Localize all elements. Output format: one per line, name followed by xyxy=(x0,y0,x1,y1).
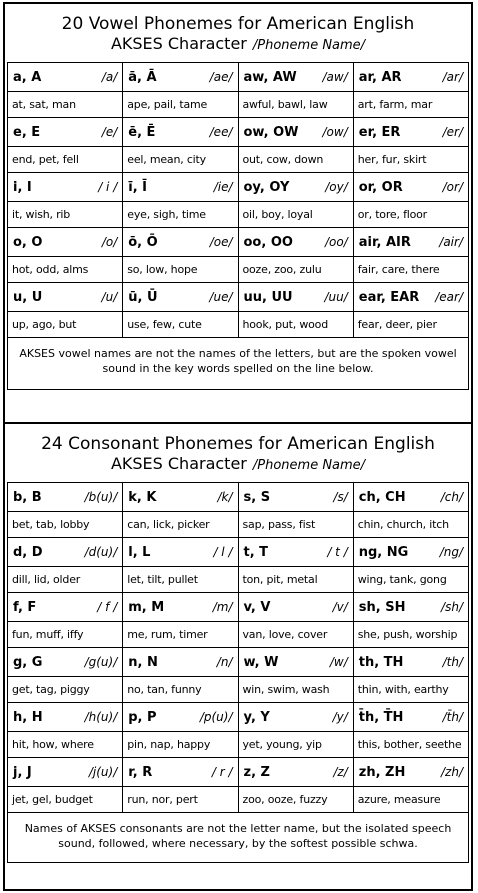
consonant-character: zh, ZH xyxy=(358,764,406,780)
vowel-keywords: art, farm, mar xyxy=(354,92,469,118)
vowel-phoneme-name: /u/ xyxy=(101,290,118,304)
consonant-phoneme-name: /ch/ xyxy=(440,490,463,504)
vowel-phoneme-name: /oy/ xyxy=(325,180,348,194)
consonant-keywords: can, lick, picker xyxy=(123,512,238,538)
vowel-subtitle-char: AKSES Character xyxy=(110,34,247,53)
vowel-character: aw, AW xyxy=(243,69,297,85)
consonant-keywords: yet, young, yip xyxy=(239,732,354,758)
consonant-phoneme-name: /y/ xyxy=(332,710,348,724)
vowel-character: o, O xyxy=(13,234,43,250)
vowel-grid xyxy=(7,62,469,338)
vowel-character-cell xyxy=(354,173,469,202)
consonant-phoneme-name: /b(u)/ xyxy=(84,490,118,504)
vowel-subtitle-name: /Phoneme Name/ xyxy=(252,38,366,53)
vowel-keywords: awful, bawl, law xyxy=(239,92,354,118)
vowel-character-cell xyxy=(123,283,238,312)
vowel-character-cell xyxy=(354,118,469,147)
consonant-character: y, Y xyxy=(243,709,270,725)
vowel-keywords: fear, deer, pier xyxy=(354,312,469,338)
vowel-chart-subtitle xyxy=(5,34,471,56)
consonant-phoneme-name: / l / xyxy=(213,545,233,559)
consonant-character-cell xyxy=(123,758,238,787)
consonant-character-cell xyxy=(8,648,123,677)
vowel-character-cell xyxy=(354,63,469,92)
consonant-keywords: no, tan, funny xyxy=(123,677,238,703)
consonant-keywords: get, tag, piggy xyxy=(8,677,123,703)
consonant-character: j, J xyxy=(13,764,32,780)
consonant-character: w, W xyxy=(243,654,279,670)
vowel-character: ā, Ā xyxy=(128,69,157,85)
consonant-phoneme-name: /w/ xyxy=(329,655,348,669)
vowel-character: ē, Ē xyxy=(128,124,156,140)
consonant-phoneme-name: / f / xyxy=(97,600,118,614)
consonant-character-cell xyxy=(239,648,354,677)
vowel-character-cell xyxy=(123,173,238,202)
consonant-phoneme-name: /z/ xyxy=(333,765,348,779)
consonant-phoneme-name: /th/ xyxy=(442,655,463,669)
vowel-character: u, U xyxy=(13,289,43,305)
vowel-phoneme-name: /ue/ xyxy=(209,290,233,304)
vowel-character: er, ER xyxy=(358,124,401,140)
vowel-keywords: hot, odd, alms xyxy=(8,257,123,283)
consonant-keywords: win, swim, wash xyxy=(239,677,354,703)
consonant-keywords: me, rum, timer xyxy=(123,622,238,648)
vowel-character: oy, OY xyxy=(243,179,290,195)
vowel-phoneme-name: /er/ xyxy=(442,125,463,139)
consonant-character: t̄h, T̄H xyxy=(358,709,404,725)
consonant-keywords: chin, church, itch xyxy=(354,512,469,538)
consonant-keywords: bet, tab, lobby xyxy=(8,512,123,538)
vowel-phoneme-name: /oe/ xyxy=(209,235,233,249)
vowel-character-cell xyxy=(239,118,354,147)
consonant-grid xyxy=(7,482,469,813)
vowel-chart xyxy=(3,2,473,441)
consonant-subtitle-char: AKSES Character xyxy=(110,454,247,473)
vowel-character-cell xyxy=(239,173,354,202)
consonant-keywords: pin, nap, happy xyxy=(123,732,238,758)
vowel-keywords: ooze, zoo, zulu xyxy=(239,257,354,283)
vowel-keywords: her, fur, skirt xyxy=(354,147,469,173)
consonant-character: g, G xyxy=(13,654,43,670)
vowel-note: AKSES vowel names are not the names of the letters, but are the spoken vowel sound in the key words spelled on the line below. xyxy=(7,338,469,390)
vowel-keywords: at, sat, man xyxy=(8,92,123,118)
consonant-character: p, P xyxy=(128,709,157,725)
consonant-character: m, M xyxy=(128,599,165,615)
consonant-note: Names of AKSES consonants are not the letter name, but the isolated speech sound, followed, where necessary, by the softest possible schwa. xyxy=(7,813,469,863)
vowel-character-cell xyxy=(8,173,123,202)
consonant-character-cell xyxy=(239,593,354,622)
vowel-phoneme-name: /or/ xyxy=(442,180,463,194)
consonant-character: z, Z xyxy=(243,764,270,780)
vowel-keywords: end, pet, fell xyxy=(8,147,123,173)
consonant-keywords: jet, gel, budget xyxy=(8,787,123,813)
consonant-character: h, H xyxy=(13,709,43,725)
vowel-phoneme-name: / i / xyxy=(98,180,118,194)
vowel-phoneme-name: /a/ xyxy=(101,70,118,84)
consonant-phoneme-name: /s/ xyxy=(333,490,348,504)
vowel-phoneme-name: /air/ xyxy=(439,235,463,249)
consonant-phoneme-name: /d(u)/ xyxy=(84,545,118,559)
vowel-character-cell xyxy=(239,283,354,312)
consonant-keywords: dill, lid, older xyxy=(8,567,123,593)
consonant-character: t, T xyxy=(243,544,269,560)
consonant-keywords: run, nor, pert xyxy=(123,787,238,813)
consonant-character-cell xyxy=(354,483,469,512)
vowel-phoneme-name: /aw/ xyxy=(322,70,348,84)
consonant-character-cell xyxy=(123,538,238,567)
consonant-character-cell xyxy=(123,703,238,732)
vowel-character-cell xyxy=(239,63,354,92)
consonant-keywords: wing, tank, gong xyxy=(354,567,469,593)
vowel-character-cell xyxy=(8,63,123,92)
consonant-character-cell xyxy=(354,593,469,622)
consonant-phoneme-name: /j(u)/ xyxy=(88,765,118,779)
consonant-character: l, L xyxy=(128,544,151,560)
vowel-chart-title: 20 Vowel Phonemes for American English xyxy=(61,14,415,34)
consonant-character-cell xyxy=(8,703,123,732)
vowel-keywords: up, ago, but xyxy=(8,312,123,338)
vowel-character-cell xyxy=(8,228,123,257)
consonant-chart-title: 24 Consonant Phonemes for American English xyxy=(41,434,435,454)
consonant-character-cell xyxy=(354,703,469,732)
vowel-character-cell xyxy=(8,283,123,312)
vowel-character: ar, AR xyxy=(358,69,402,85)
consonant-character-cell xyxy=(239,483,354,512)
consonant-phoneme-name: /ng/ xyxy=(439,545,463,559)
vowel-phoneme-name: /ie/ xyxy=(213,180,233,194)
consonant-character-cell xyxy=(8,593,123,622)
consonant-keywords: thin, with, earthy xyxy=(354,677,469,703)
vowel-keywords: oil, boy, loyal xyxy=(239,202,354,228)
consonant-phoneme-name: /sh/ xyxy=(441,600,463,614)
consonant-keywords: fun, muff, iffy xyxy=(8,622,123,648)
consonant-chart-subtitle xyxy=(5,454,471,476)
consonant-keywords: sap, pass, fist xyxy=(239,512,354,538)
consonant-character: sh, SH xyxy=(358,599,406,615)
consonant-character-cell xyxy=(354,538,469,567)
consonant-character: ch, CH xyxy=(358,489,406,505)
vowel-keywords: out, cow, down xyxy=(239,147,354,173)
consonant-keywords: she, push, worship xyxy=(354,622,469,648)
consonant-keywords: ton, pit, metal xyxy=(239,567,354,593)
consonant-character: n, N xyxy=(128,654,158,670)
vowel-character: i, I xyxy=(13,179,32,195)
vowel-keywords: it, wish, rib xyxy=(8,202,123,228)
vowel-keywords: eel, mean, city xyxy=(123,147,238,173)
consonant-keywords: azure, measure xyxy=(354,787,469,813)
consonant-character-cell xyxy=(354,648,469,677)
consonant-phoneme-name: /v/ xyxy=(332,600,348,614)
consonant-keywords: zoo, ooze, fuzzy xyxy=(239,787,354,813)
vowel-character: a, A xyxy=(13,69,42,85)
consonant-character-cell xyxy=(8,483,123,512)
vowel-phoneme-name: /ee/ xyxy=(209,125,233,139)
consonant-phoneme-name: /zh/ xyxy=(441,765,463,779)
vowel-character-cell xyxy=(239,228,354,257)
consonant-phoneme-name: /t̄h/ xyxy=(442,710,463,724)
consonant-character-cell xyxy=(239,703,354,732)
consonant-phoneme-name: /m/ xyxy=(212,600,233,614)
consonant-character: ng, NG xyxy=(358,544,409,560)
consonant-phoneme-name: / t / xyxy=(327,545,348,559)
vowel-character: oo, OO xyxy=(243,234,293,250)
vowel-character: ī, Ī xyxy=(128,179,148,195)
consonant-character: r, R xyxy=(128,764,153,780)
consonant-character-cell xyxy=(239,538,354,567)
consonant-character-cell xyxy=(123,483,238,512)
consonant-subtitle-name: /Phoneme Name/ xyxy=(252,458,366,473)
vowel-character: ū, Ū xyxy=(128,289,158,305)
consonant-character-cell xyxy=(8,758,123,787)
consonant-character-cell xyxy=(123,593,238,622)
consonant-keywords: let, tilt, pullet xyxy=(123,567,238,593)
consonant-phoneme-name: / r / xyxy=(211,765,233,779)
vowel-character: ow, OW xyxy=(243,124,299,140)
consonant-phoneme-name: /p(u)/ xyxy=(199,710,233,724)
vowel-keywords: ape, pail, tame xyxy=(123,92,238,118)
consonant-character: v, V xyxy=(243,599,271,615)
consonant-phoneme-name: /h(u)/ xyxy=(84,710,118,724)
consonant-character-cell xyxy=(8,538,123,567)
consonant-character-cell xyxy=(354,758,469,787)
vowel-keywords: or, tore, floor xyxy=(354,202,469,228)
consonant-keywords: hit, how, where xyxy=(8,732,123,758)
vowel-phoneme-name: /ar/ xyxy=(442,70,463,84)
vowel-character-cell xyxy=(8,118,123,147)
vowel-character: or, OR xyxy=(358,179,403,195)
vowel-character: e, E xyxy=(13,124,41,140)
consonant-character: f, F xyxy=(13,599,37,615)
consonant-chart xyxy=(3,422,473,891)
vowel-keywords: so, low, hope xyxy=(123,257,238,283)
consonant-phoneme-name: /g(u)/ xyxy=(84,655,118,669)
vowel-character-cell xyxy=(123,63,238,92)
vowel-phoneme-name: /ae/ xyxy=(209,70,233,84)
consonant-character-cell xyxy=(239,758,354,787)
consonant-keywords: van, love, cover xyxy=(239,622,354,648)
consonant-character: b, B xyxy=(13,489,42,505)
vowel-character-cell xyxy=(123,118,238,147)
vowel-phoneme-name: /e/ xyxy=(101,125,118,139)
vowel-phoneme-name: /uu/ xyxy=(324,290,348,304)
vowel-character-cell xyxy=(354,228,469,257)
vowel-character: air, AIR xyxy=(358,234,411,250)
consonant-character: s, S xyxy=(243,489,271,505)
vowel-phoneme-name: /oo/ xyxy=(324,235,348,249)
vowel-phoneme-name: /ear/ xyxy=(435,290,463,304)
vowel-character: ō, Ō xyxy=(128,234,158,250)
vowel-keywords: eye, sigh, time xyxy=(123,202,238,228)
consonant-character: th, TH xyxy=(358,654,404,670)
consonant-character: k, K xyxy=(128,489,157,505)
consonant-keywords: this, bother, seethe xyxy=(354,732,469,758)
vowel-character-cell xyxy=(123,228,238,257)
consonant-character: d, D xyxy=(13,544,43,560)
consonant-phoneme-name: /n/ xyxy=(216,655,233,669)
consonant-phoneme-name: /k/ xyxy=(217,490,233,504)
vowel-keywords: hook, put, wood xyxy=(239,312,354,338)
vowel-keywords: use, few, cute xyxy=(123,312,238,338)
vowel-phoneme-name: /o/ xyxy=(101,235,118,249)
consonant-character-cell xyxy=(123,648,238,677)
vowel-phoneme-name: /ow/ xyxy=(322,125,348,139)
vowel-keywords: fair, care, there xyxy=(354,257,469,283)
vowel-character: uu, UU xyxy=(243,289,293,305)
vowel-character-cell xyxy=(354,283,469,312)
vowel-character: ear, EAR xyxy=(358,289,420,305)
